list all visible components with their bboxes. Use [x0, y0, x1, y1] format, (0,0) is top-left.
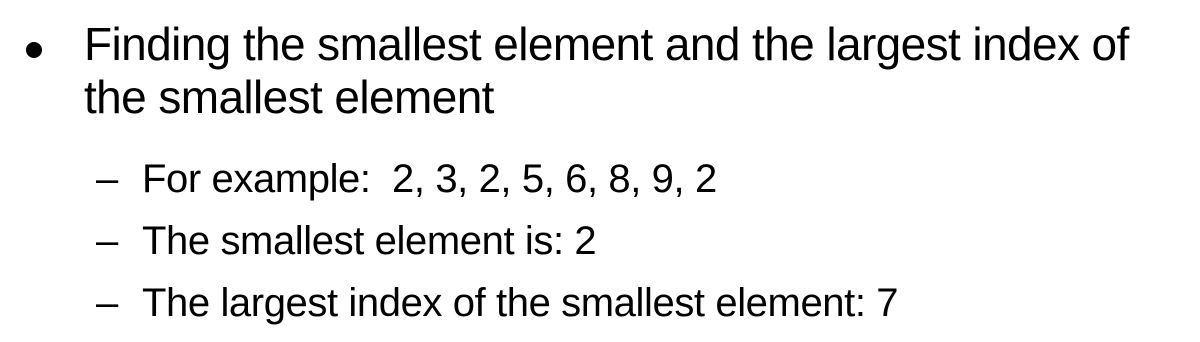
sub-bullet-text: For example: 2, 3, 2, 5, 6, 8, 9, 2 [142, 157, 717, 201]
sub-bullet-list [96, 148, 1186, 334]
main-bullet-text: Finding the smallest element and the largest index of the smallest element [84, 18, 1129, 123]
dash-marker-icon: – [96, 157, 118, 201]
sub-bullet-example [96, 148, 1186, 210]
sub-bullet-largest-index [96, 272, 1186, 334]
sub-bullet-smallest [96, 210, 1186, 272]
bullet-dot-icon [26, 42, 42, 58]
sub-bullet-text: The smallest element is: 2 [142, 219, 597, 263]
dash-marker-icon: – [96, 219, 118, 263]
dash-marker-icon: – [96, 281, 118, 325]
sub-bullet-text: The largest index of the smallest element: 7 [142, 281, 899, 325]
